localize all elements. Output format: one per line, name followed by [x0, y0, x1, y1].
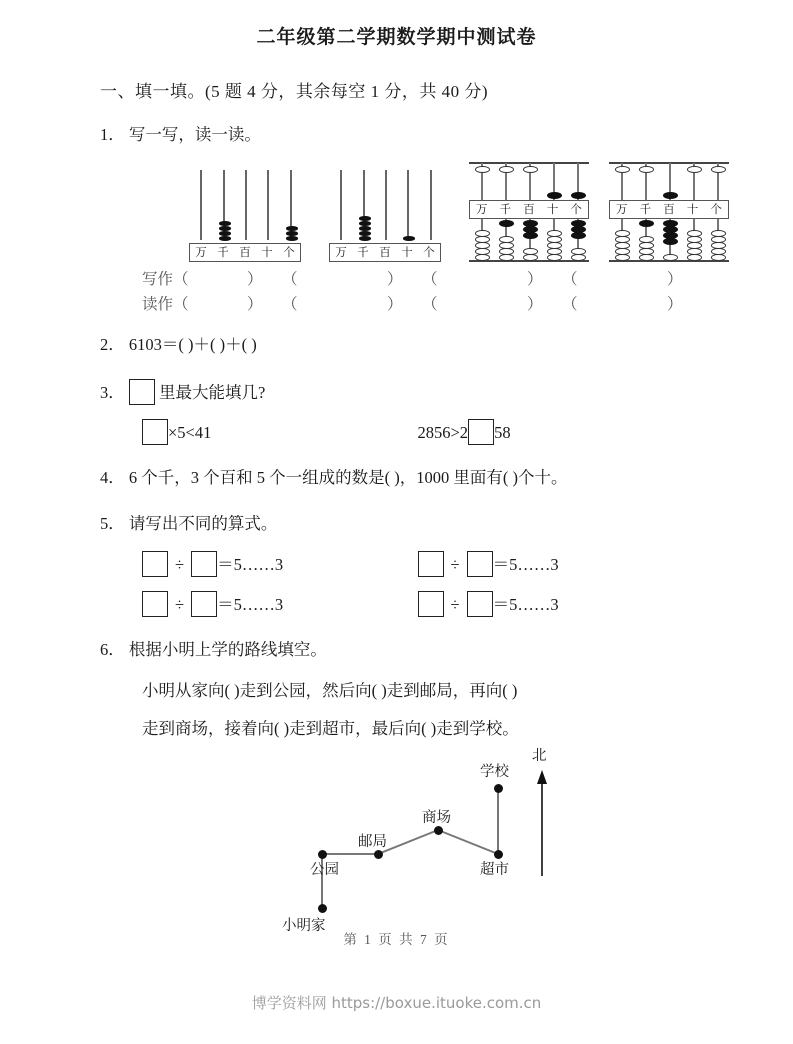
answer-paren[interactable]: ）: [387, 270, 403, 288]
question-5-equation-2: [418, 551, 694, 577]
question-3-expression-left: [142, 419, 418, 445]
answer-paren[interactable]: ）: [527, 270, 543, 288]
page-footer: 第 1 页 共 7 页: [343, 932, 450, 947]
abacus-lower-bead-active: [499, 220, 514, 227]
question-4-text: 6 个千，3 个百和 5 个一组成的数是( )，1000 里面有( )个十。: [128, 468, 568, 488]
page-title: 二年级第二学期数学期中测试卷: [256, 26, 537, 48]
abacus-lower-bead: [615, 230, 630, 237]
place-value-label: 百: [379, 244, 391, 259]
answer-box-q5-4a[interactable]: [418, 591, 444, 617]
place-value-label: 十: [261, 244, 273, 259]
divide-sign: ÷: [450, 554, 460, 574]
question-5-tail-3: ＝5……3: [217, 594, 284, 614]
answer-box-q3-prompt[interactable]: [129, 379, 155, 405]
answer-paren[interactable]: ）: [527, 295, 543, 313]
place-value-label: 千: [217, 244, 229, 259]
map-node-dot: [318, 904, 327, 913]
counter-rod: [267, 170, 269, 240]
abacus-lower-bead: [711, 230, 726, 237]
counter-body: [189, 170, 301, 262]
question-5-equation-4: [418, 591, 694, 617]
abacus-lower-bead-active: [663, 238, 678, 245]
answer-paren[interactable]: ）: [667, 270, 683, 288]
place-value-label: 个: [710, 201, 722, 216]
abacus-lower-bead: [547, 230, 562, 237]
place-value-label: 十: [686, 201, 699, 216]
answer-box-q5-1b[interactable]: [191, 551, 217, 577]
question-5: [100, 512, 693, 537]
map-node-label: 小明家: [282, 918, 326, 934]
abacus-body: [609, 162, 729, 262]
read-answer-line: [142, 292, 693, 312]
counter-bead: [286, 226, 298, 231]
question-4: [100, 466, 693, 491]
read-line-label: 读作（: [142, 295, 189, 313]
question-6-text: 根据小明上学的路线填空。: [128, 639, 327, 659]
abacus-lower-bead: [571, 248, 586, 255]
place-value-label: 万: [195, 244, 207, 259]
abacus-upper-bead: [523, 166, 538, 173]
map-node-dot: [318, 850, 327, 859]
abacus-upper-bead: [499, 166, 514, 173]
divide-sign: ÷: [175, 554, 185, 574]
question-6: [100, 638, 693, 663]
counter-bead: [359, 236, 371, 241]
question-6-line-2: 走到商场，接着向( )走到超市，最后向( )走到学校。: [142, 719, 519, 739]
answer-box-q5-3b[interactable]: [191, 591, 217, 617]
question-3-text: 里最大能填几?: [159, 382, 266, 402]
abacus-upper-bead: [687, 166, 702, 173]
place-value-label: 十: [401, 244, 413, 259]
counter-bead: [219, 231, 231, 236]
abacus-upper-bead: [711, 166, 726, 173]
counter-body: [329, 170, 441, 262]
place-value-label: 百: [523, 201, 535, 216]
question-3-expr-right-pre: 2856>2: [417, 423, 469, 443]
map-node-label: 学校: [480, 764, 509, 780]
place-value-label: 千: [357, 244, 369, 259]
counter-bead: [359, 216, 371, 221]
question-2: [100, 333, 693, 358]
question-2-number: 2．: [100, 334, 125, 354]
counter-bead: [219, 236, 231, 241]
abacus-lower-bead: [475, 230, 490, 237]
answer-paren[interactable]: （: [562, 295, 578, 313]
answer-paren[interactable]: （: [282, 270, 298, 288]
counter-2: [329, 170, 441, 262]
answer-box-q3-left[interactable]: [142, 419, 168, 445]
place-value-labels: [189, 243, 301, 262]
abacus-body: [469, 162, 589, 262]
question-5-tail-2: ＝5……3: [492, 554, 559, 574]
question-1-text: 写一写，读一读。: [128, 125, 261, 144]
question-5-equation-1: [142, 551, 418, 577]
question-5-text: 请写出不同的算式。: [128, 514, 278, 533]
place-value-label: 十: [546, 201, 559, 216]
place-value-labels: [469, 200, 589, 219]
answer-paren[interactable]: （: [422, 295, 438, 313]
map-node-label: 超市: [480, 862, 509, 878]
section-heading: 一、填一填。(5 题 4 分，其余每空 1 分，共 40 分): [100, 82, 489, 101]
answer-box-q5-2b[interactable]: [467, 551, 493, 577]
answer-paren[interactable]: ）: [247, 270, 263, 288]
answer-box-q5-4b[interactable]: [467, 591, 493, 617]
abacus-upper-bead-active: [663, 192, 678, 199]
counter-rod: [430, 170, 432, 240]
abacus-upper-bead-active: [547, 192, 562, 199]
question-5-tail-1: ＝5……3: [217, 554, 284, 574]
counter-rod: [407, 170, 409, 240]
question-1: [100, 123, 693, 148]
abacus-2: [609, 162, 729, 262]
abacus-lower-bead: [639, 236, 654, 243]
counter-bead: [219, 221, 231, 226]
map-node-label: 商场: [422, 810, 451, 826]
counter-bead: [359, 231, 371, 236]
answer-paren[interactable]: （: [562, 270, 578, 288]
counter-bead: [359, 221, 371, 226]
question-1-number: 1．: [100, 125, 125, 144]
place-value-label: 百: [239, 244, 251, 259]
answer-paren[interactable]: ）: [387, 295, 403, 313]
place-value-label: 百: [663, 201, 675, 216]
abacus-lower-bead: [499, 236, 514, 243]
route-map-wrapper: [100, 748, 693, 938]
place-value-labels: [329, 243, 441, 262]
abacus-1: [469, 162, 589, 262]
place-value-label: 个: [423, 244, 435, 259]
question-6-line-1: 小明从家向( )走到公园，然后向( )走到邮局，再向( ): [142, 680, 518, 700]
question-2-text: 6103＝( )＋( )＋( ): [128, 334, 257, 354]
abacus-lower-bead-active: [639, 220, 654, 227]
compass-arrow-icon: [537, 770, 547, 876]
place-value-label: 个: [283, 244, 295, 259]
map-node-dot: [374, 850, 383, 859]
map-node-label: 邮局: [358, 834, 387, 850]
counter-1: [189, 170, 301, 262]
map-node-dot: [494, 784, 503, 793]
question-5-number: 5．: [100, 514, 125, 533]
question-4-number: 4．: [100, 468, 125, 488]
question-6-number: 6．: [100, 639, 125, 659]
counter-bead: [403, 236, 415, 241]
counter-rod: [385, 170, 387, 240]
answer-box-q5-3a[interactable]: [142, 591, 168, 617]
map-node-dot: [434, 826, 443, 835]
question-5-tail-4: ＝5……3: [492, 594, 559, 614]
abacus-upper-bead: [615, 166, 630, 173]
counter-rod: [245, 170, 247, 240]
counter-bead: [286, 236, 298, 241]
question-3-number: 3．: [100, 382, 125, 402]
answer-box-q5-1a[interactable]: [142, 551, 168, 577]
answer-box-q3-right[interactable]: [468, 419, 494, 445]
abacus-lower-bead-active: [523, 232, 538, 239]
question-3-expr-right-post: 58: [494, 423, 511, 443]
write-line-label: 写作（: [142, 270, 189, 288]
map-node-label: 公园: [310, 862, 339, 878]
divide-sign: ÷: [450, 594, 460, 614]
answer-paren[interactable]: ）: [667, 295, 683, 313]
divide-sign: ÷: [175, 594, 185, 614]
write-answer-line: [142, 267, 693, 287]
abacus-upper-bead-active: [571, 192, 586, 199]
abacus-lower-bead-active: [571, 232, 586, 239]
counter-rod: [340, 170, 342, 240]
abacus-lower-bead: [687, 230, 702, 237]
answer-paren[interactable]: （: [422, 270, 438, 288]
route-map: [280, 748, 580, 938]
place-value-label: 千: [639, 201, 652, 216]
question-5-row-1: [142, 551, 693, 577]
question-3-expression-right: [418, 419, 694, 445]
place-value-label: 万: [476, 201, 488, 216]
answer-paren[interactable]: ）: [247, 295, 263, 313]
question-5-equation-3: [142, 591, 418, 617]
question-3-expressions: [142, 419, 693, 445]
watermark: 博学资料网 https://boxue.ituoke.com.cn: [251, 994, 542, 1012]
abacus-lower-bead: [523, 248, 538, 255]
counter-rod: [200, 170, 202, 240]
question-3: [100, 379, 693, 406]
counting-devices-row: [142, 162, 722, 262]
abacus-upper-bead: [639, 166, 654, 173]
counter-bead: [359, 226, 371, 231]
place-value-labels: [609, 200, 729, 219]
map-node-dot: [494, 850, 503, 859]
place-value-label: 个: [570, 201, 582, 216]
place-value-label: 千: [499, 201, 512, 216]
place-value-label: 万: [335, 244, 347, 259]
counter-bead: [219, 226, 231, 231]
question-5-row-2: [142, 591, 693, 617]
compass-label: 北: [532, 748, 547, 764]
answer-box-q5-2a[interactable]: [418, 551, 444, 577]
place-value-label: 万: [616, 201, 628, 216]
counter-bead: [286, 231, 298, 236]
abacus-upper-bead: [475, 166, 490, 173]
question-3-expr-left-text: ×5<41: [168, 423, 212, 443]
answer-paren[interactable]: （: [282, 295, 298, 313]
